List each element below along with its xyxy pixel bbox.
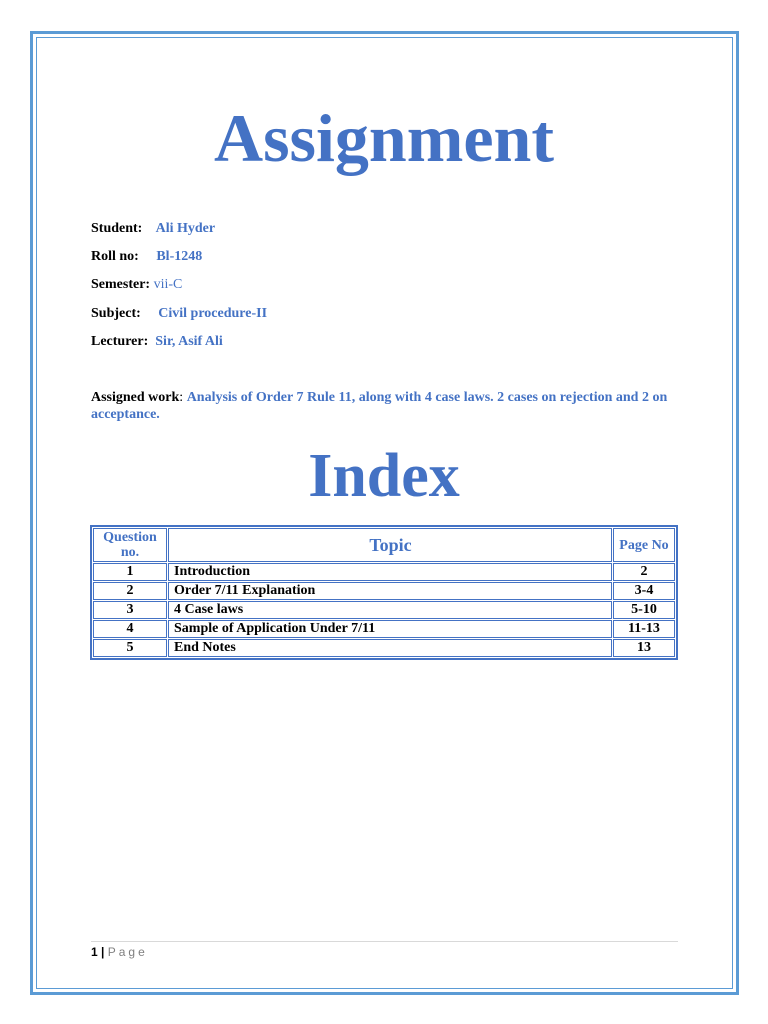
header-topic: Topic bbox=[168, 528, 612, 562]
assigned-work-value: Analysis of Order 7 Rule 11, along with 4 case laws. 2 cases on rejection and 2 on acceptance. bbox=[91, 390, 668, 422]
page-number: 1 bbox=[91, 945, 98, 959]
semester-line bbox=[91, 277, 182, 293]
row-question-number: 4 bbox=[93, 620, 167, 638]
table-row bbox=[93, 639, 675, 657]
roll-no-label: Roll no: bbox=[91, 249, 139, 264]
roll-no-line bbox=[91, 249, 202, 265]
row-question-number: 5 bbox=[93, 639, 167, 657]
roll-no-value: Bl-1248 bbox=[156, 249, 203, 264]
assigned-work-label: Assigned work bbox=[91, 390, 180, 405]
table-row bbox=[93, 563, 675, 581]
table-row bbox=[93, 601, 675, 619]
footer-separator: | bbox=[101, 945, 105, 959]
row-page: 5-10 bbox=[613, 601, 675, 619]
row-topic: Order 7/11 Explanation bbox=[168, 582, 612, 600]
semester-label: Semester: bbox=[91, 277, 151, 292]
row-topic: Introduction bbox=[168, 563, 612, 581]
table-row bbox=[93, 620, 675, 638]
subject-value: Civil procedure-II bbox=[158, 306, 268, 321]
header-page: Page No bbox=[613, 528, 675, 562]
semester-value: vii-C bbox=[153, 277, 183, 292]
header-question: Question no. bbox=[93, 528, 167, 562]
row-page: 11-13 bbox=[613, 620, 675, 638]
subject-line bbox=[91, 306, 267, 322]
index-header-row bbox=[93, 528, 675, 562]
row-topic: End Notes bbox=[168, 639, 612, 657]
subject-label: Subject: bbox=[91, 306, 141, 321]
assigned-work: Assigned work: Analysis of Order 7 Rule 11, along with 4 case laws. 2 cases on rejection and 2 on acceptance. bbox=[91, 390, 668, 422]
document-title: Assignment bbox=[213, 100, 555, 176]
student-value: Ali Hyder bbox=[155, 221, 216, 236]
lecturer-value: Sir, Asif Ali bbox=[155, 334, 223, 349]
student-label: Student: bbox=[91, 221, 143, 236]
table-row bbox=[93, 582, 675, 600]
row-question-number: 3 bbox=[93, 601, 167, 619]
row-topic: Sample of Application Under 7/11 bbox=[168, 620, 612, 638]
page-label: Page bbox=[107, 945, 148, 959]
footer-divider bbox=[91, 941, 678, 942]
row-page: 13 bbox=[613, 639, 675, 657]
page-footer bbox=[91, 945, 148, 959]
index-table bbox=[90, 525, 678, 660]
row-question-number: 1 bbox=[93, 563, 167, 581]
student-line bbox=[91, 221, 215, 237]
lecturer-label: Lecturer: bbox=[91, 334, 149, 349]
page-border-inner bbox=[36, 37, 733, 989]
row-question-number: 2 bbox=[93, 582, 167, 600]
row-page: 2 bbox=[613, 563, 675, 581]
row-page: 3-4 bbox=[613, 582, 675, 600]
row-topic: 4 Case laws bbox=[168, 601, 612, 619]
lecturer-line bbox=[91, 334, 223, 350]
index-title: Index bbox=[308, 442, 460, 510]
